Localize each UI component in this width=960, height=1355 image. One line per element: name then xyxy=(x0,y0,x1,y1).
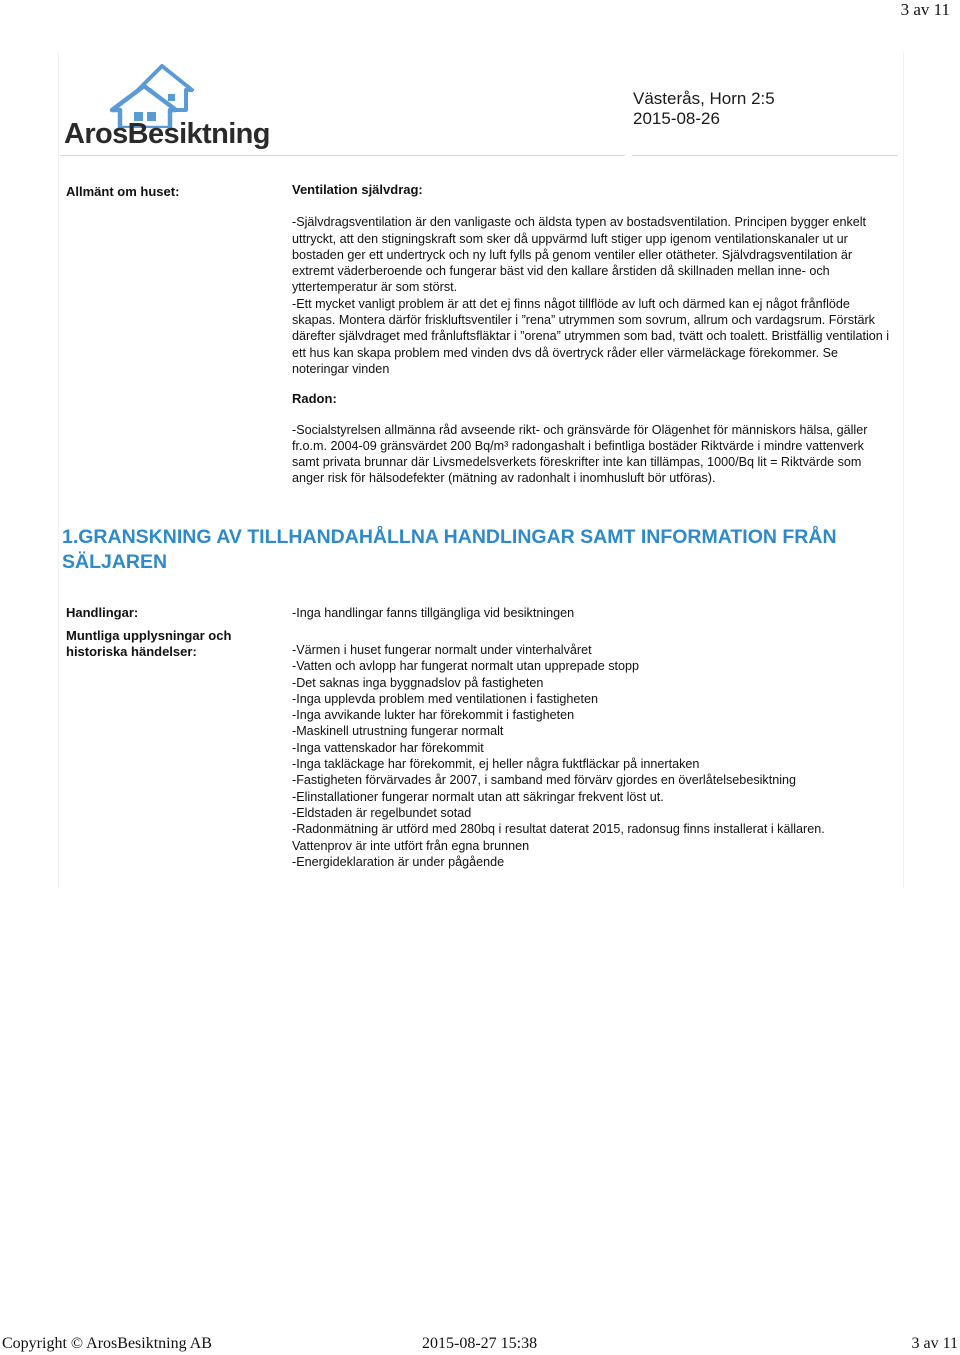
footer-copyright: Copyright © ArosBesiktning AB xyxy=(2,1335,212,1352)
ventilation-title: Ventilation självdrag: xyxy=(292,182,423,197)
radon-text: -Socialstyrelsen allmänna råd avseende rikt- och gränsvärde för Olägenhet för människors hälsa, gäller fr.o.m. 2004-09 gränsvärdet 200 Bq/m³ radongashalt i befintliga bostäder Riktvärde i mindre vattenverk samt privata brunnar där Livsmedelsverkets föreskrifter inte kan tillämpas, 1000/Bq lit = Riktvärde som anger risk för hälsodefekter (mätning av radonhalt i inomhusluft bör utföras). xyxy=(292,422,868,486)
logo-text: ArosBesiktning xyxy=(64,118,270,150)
list-item: -Vatten och avlopp har fungerat normalt utan upprepade stopp xyxy=(292,659,640,674)
header-divider-left xyxy=(60,155,625,156)
list-item: -Maskinell utrustning fungerar normalt xyxy=(292,724,504,739)
documents-label: Handlingar: xyxy=(66,605,139,620)
list-item: -Eldstaden är regelbundet sotad xyxy=(292,805,472,820)
header-divider-right xyxy=(632,155,898,156)
section-heading: 1.GRANSKNING AV TILLHANDAHÅLLNA HANDLINGAR SAMT INFORMATION FRÅN SÄLJAREN xyxy=(62,526,837,573)
list-item: -Inga vattenskador har förekommit xyxy=(292,740,484,755)
footer-page: 3 av 11 xyxy=(911,1335,958,1352)
radon-title: Radon: xyxy=(292,391,337,407)
verbal-label: Muntliga upplysningar och historiska händelser: xyxy=(66,628,232,659)
footer-timestamp: 2015-08-27 15:38 xyxy=(422,1335,538,1352)
company-logo xyxy=(64,58,274,154)
list-item: -Radonmätning är utförd med 280bq i resultat daterat 2015, radonsug finns installerat i källaren. xyxy=(292,822,825,837)
verbal-list xyxy=(292,642,892,870)
list-item: -Inga takläckage har förekommit, ej heller några fuktfläckar på innertaken xyxy=(292,757,700,772)
list-item: -Inga avvikande lukter har förekommit i fastigheten xyxy=(292,708,575,723)
header-date: 2015-08-26 xyxy=(633,109,720,128)
list-item: -Värmen i huset fungerar normalt under vinterhalvåret xyxy=(292,643,592,657)
general-label: Allmänt om huset: xyxy=(66,184,180,199)
page-indicator-top: 3 av 11 xyxy=(900,0,950,19)
list-item: Vattenprov är inte utfört från egna brunnen xyxy=(292,838,530,853)
list-item: -Energideklaration är under pågående xyxy=(292,854,505,869)
ventilation-paragraph-1: -Självdragsventilation är den vanligaste och äldsta typen av bostadsventilation. Principen bygger enkelt uttryckt, att den stigningskraft som sker då uppvärmd luft stiger upp igenom ventilationskanaler ut ur bostaden ger ett undertryck och ny luft fylls på genom ventiler eller otätheter. Självdragsventilation är extremt väderberoende och fungerar bäst vid den kallare årstiden då skillnaden mellan inne- och yttertemperatur är som störst. xyxy=(292,215,867,295)
ventilation-paragraph-2: -Ett mycket vanligt problem är att det ej finns något tillflöde av luft och därmed kan ej något frånflöde skapas. Montera därför friskluftsventiler i ”rena” utrymmen som sovrum, allrum och vardagsrum. Förstärk därefter självdraget med frånluftsfläktar i ”orena” utrymmen som bad, tvätt och toalett. Bristfällig ventilation i ett hus kan skapa problem med vinden dvs då övertryck råder eller värmeläckage förekommer. Se noteringar vinden xyxy=(292,296,890,376)
list-item: -Fastigheten förvärvades år 2007, i samband med förvärv gjordes en överlåtelsebesiktning xyxy=(292,773,797,788)
header-place: Västerås, Horn 2:5 xyxy=(633,89,775,108)
list-item: -Inga upplevda problem med ventilationen i fastigheten xyxy=(292,691,598,706)
list-item: -Elinstallationer fungerar normalt utan att säkringar frekvent löst ut. xyxy=(292,789,664,804)
documents-text: -Inga handlingar fanns tillgängliga vid besiktningen xyxy=(292,606,575,620)
general-content xyxy=(292,182,892,487)
list-item: -Det saknas inga byggnadslov på fastigheten xyxy=(292,675,544,690)
